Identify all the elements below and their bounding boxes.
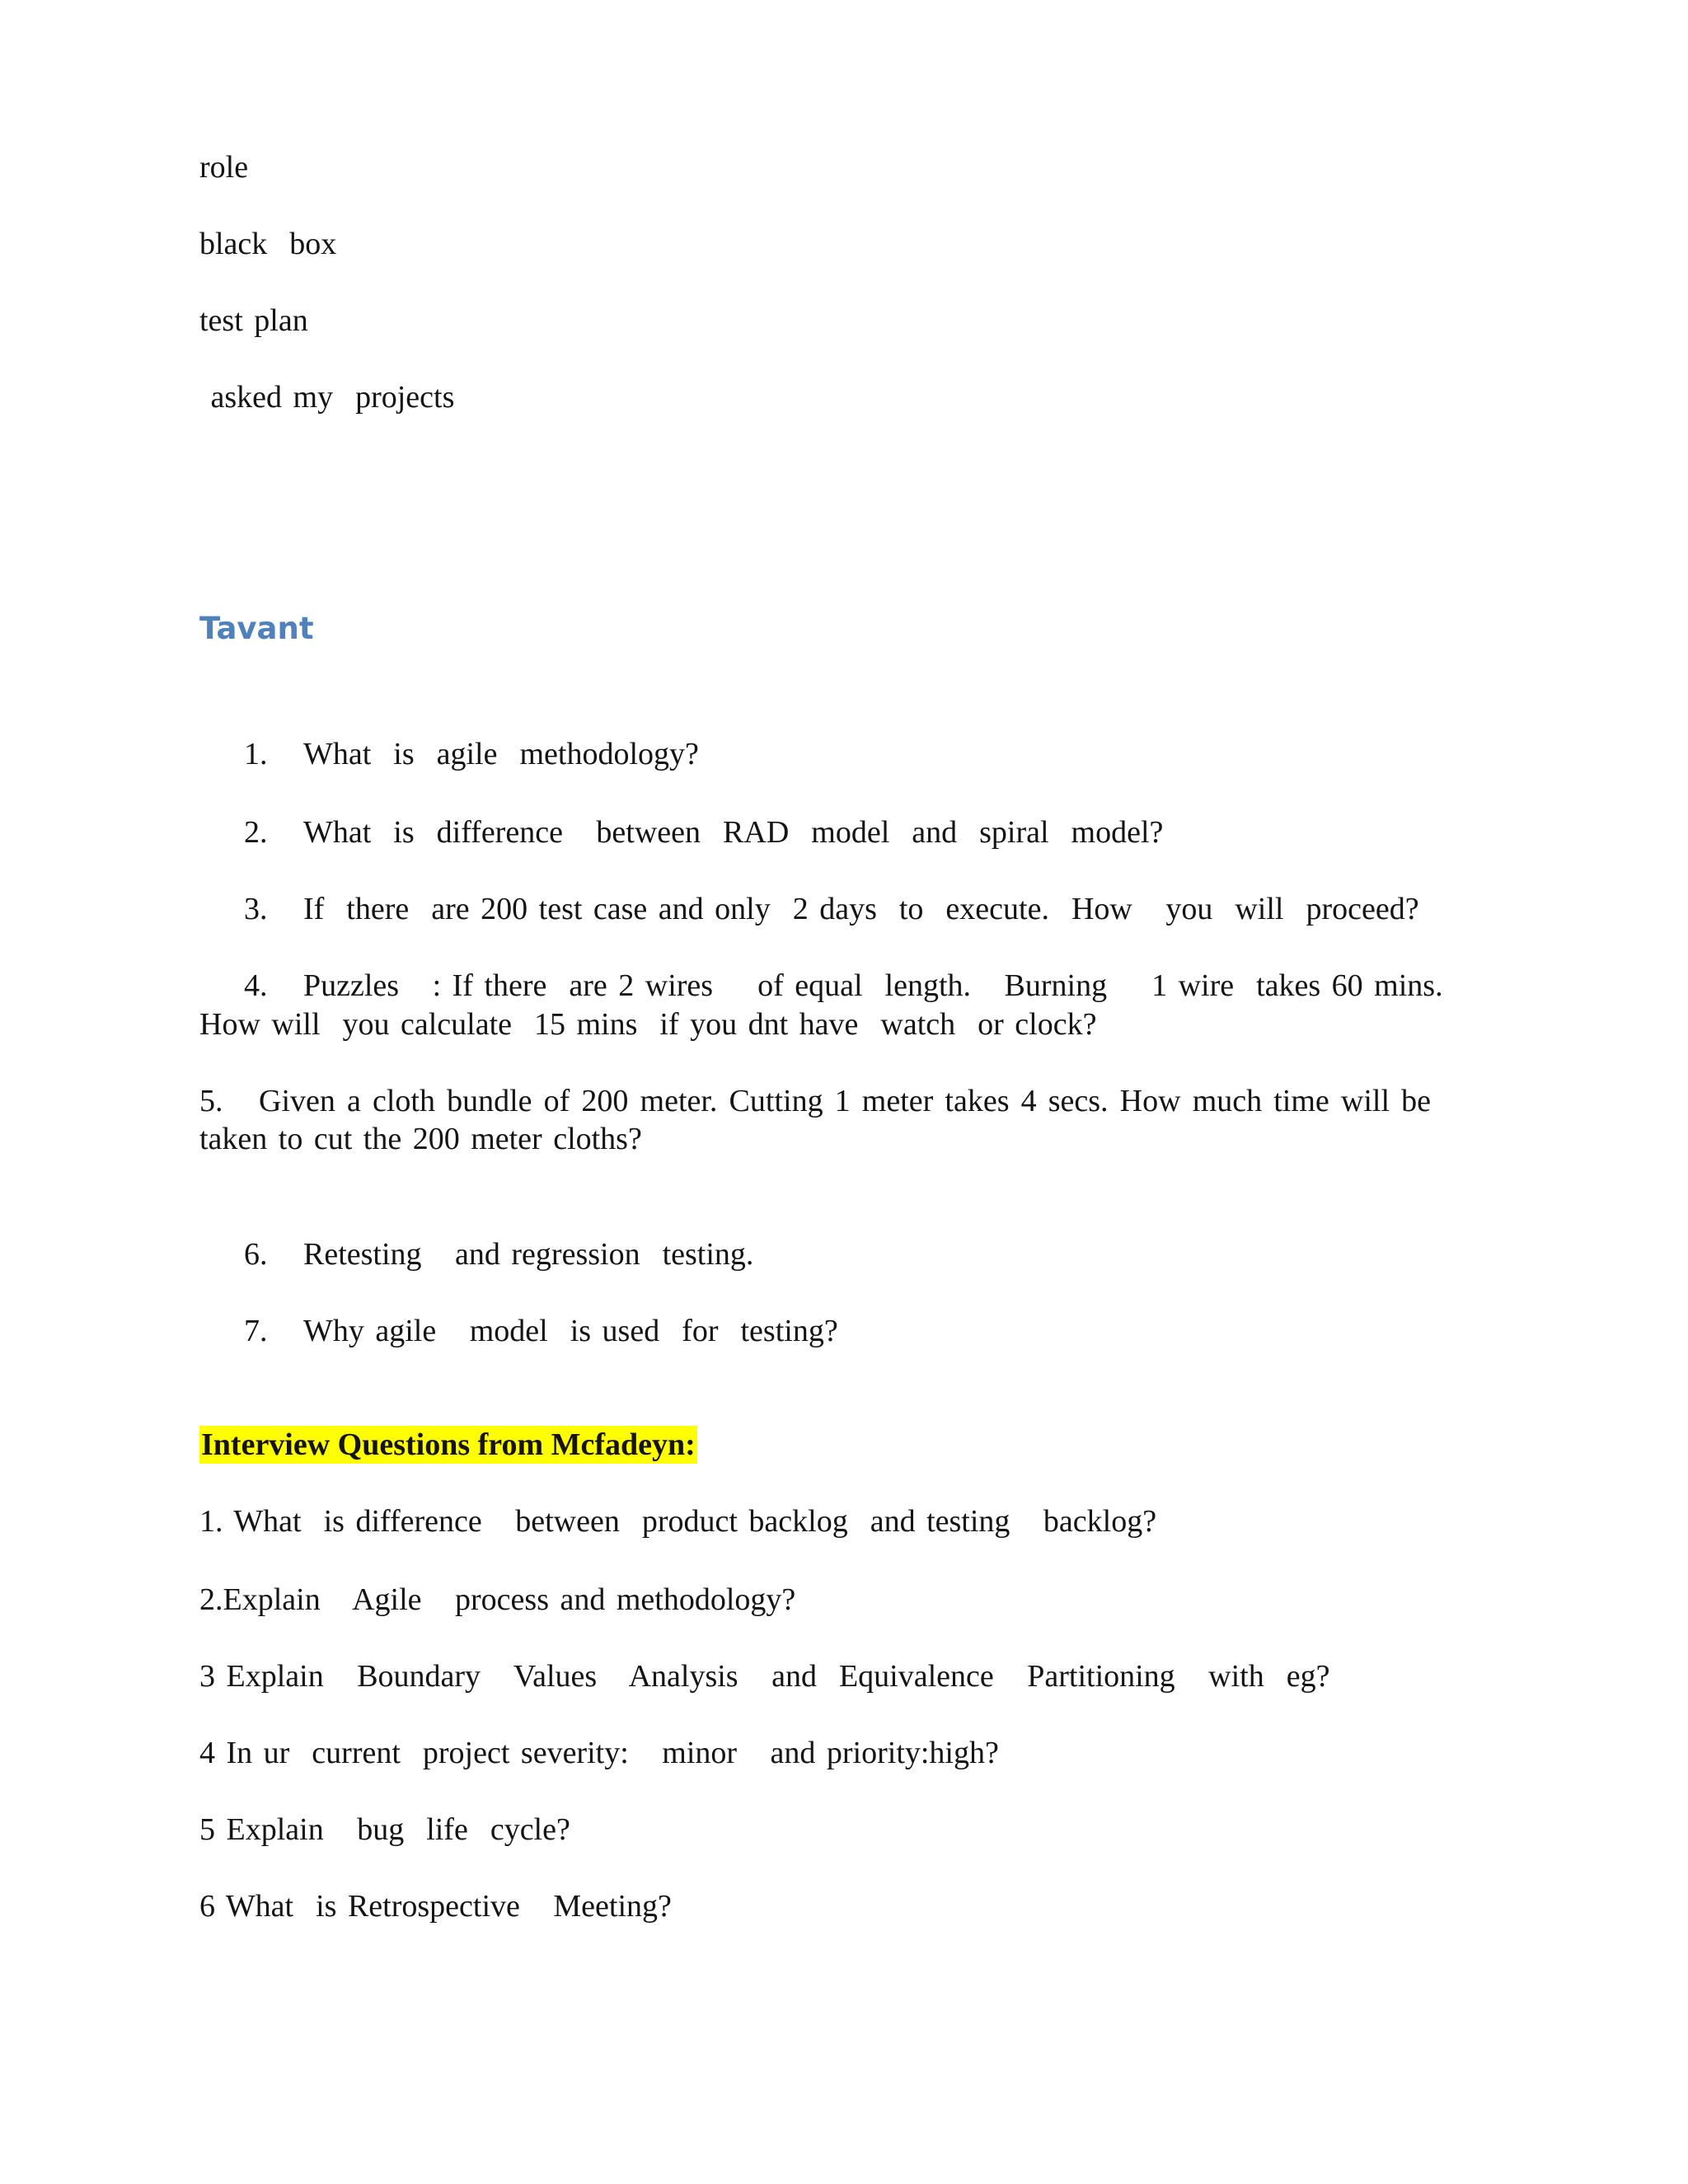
intro-line-projects: asked my projects [199, 380, 455, 415]
item-text: Why agile model is used for testing? [303, 1314, 838, 1348]
tavant-item-7 [199, 1274, 838, 1388]
mcfadeyn-item-3: 3 Explain Boundary Values Analysis and Equivalence Partitioning with eg? [199, 1659, 1330, 1694]
mcfadeyn-item-1: 1. What is difference between product backlog and testing backlog? [199, 1504, 1157, 1539]
intro-line-role: role [199, 150, 249, 185]
item-number: 6. [244, 1237, 268, 1272]
item-number: 3. [244, 892, 268, 926]
item-number: 4. [244, 968, 268, 1003]
tavant-item-5 [199, 1082, 1431, 1158]
item-number: 5. [199, 1084, 223, 1118]
item-text: Given a cloth bundle of 200 meter. Cutting 1 meter takes 4 secs. How much time will be taken to cut the 200 meter cloths? [199, 1084, 1431, 1156]
tavant-item-4-continuation: How will you calculate 15 mins if you dnt have watch or clock? [199, 1007, 1097, 1042]
item-text: Retesting and regression testing. [303, 1237, 754, 1272]
mcfadeyn-item-2: 2.Explain Agile process and methodology? [199, 1582, 796, 1617]
item-text: Puzzles : If there are 2 wires of equal length. Burning 1 wire takes 60 mins. [303, 968, 1443, 1003]
mcfadeyn-item-4: 4 In ur current project severity: minor and priority:high? [199, 1736, 999, 1770]
item-text: If there are 200 test case and only 2 days to execute. How you will proceed? [303, 892, 1419, 926]
item-text: What is agile methodology? [303, 737, 699, 771]
section-heading-tavant: Tavant [199, 611, 314, 646]
item-text: What is difference between RAD model and spiral model? [303, 815, 1164, 850]
item-number: 2. [244, 815, 268, 850]
section-heading-mcfadeyn: Interview Questions from Mcfadeyn: [201, 1427, 696, 1462]
item-number: 7. [244, 1314, 268, 1348]
mcfadeyn-item-5: 5 Explain bug life cycle? [199, 1812, 570, 1847]
intro-line-black-box: black box [199, 227, 337, 261]
mcfadeyn-item-6: 6 What is Retrospective Meeting? [199, 1889, 672, 1924]
intro-line-test-plan: test plan [199, 303, 308, 338]
item-number: 1. [244, 737, 268, 771]
